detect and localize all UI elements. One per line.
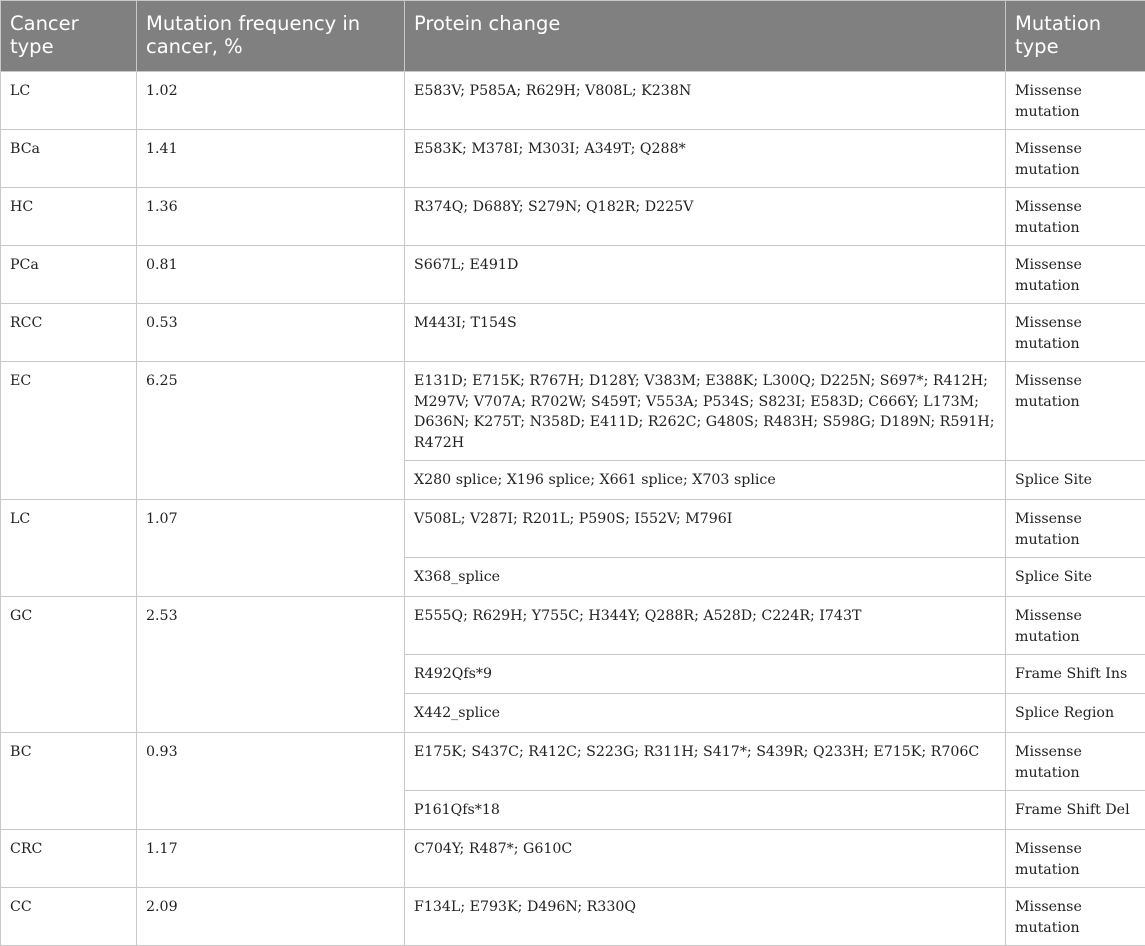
mutation-frequency-cell: 1.36	[137, 188, 405, 246]
protein-change-cell: E583V; P585A; R629H; V808L; K238N	[405, 72, 1006, 130]
mutation-type-cell: Frame Shift Del	[1006, 791, 1145, 830]
mutation-frequency-cell: 6.25	[137, 362, 405, 500]
cancer-type-cell: BCa	[1, 130, 137, 188]
mutation-frequency-cell: 0.53	[137, 304, 405, 362]
protein-change-cell: F134L; E793K; D496N; R330Q	[405, 888, 1006, 946]
mutation-type-cell: Missense mutation	[1006, 188, 1145, 246]
protein-change-cell: X368_splice	[405, 558, 1006, 597]
protein-change-cell: E583K; M378I; M303I; A349T; Q288*	[405, 130, 1006, 188]
mutation-type-cell: Missense mutation	[1006, 733, 1145, 791]
mutation-frequency-cell: 2.53	[137, 597, 405, 733]
table-row	[1, 246, 1145, 304]
table-row	[1, 362, 1145, 461]
protein-change-cell: X280 splice; X196 splice; X661 splice; X703 splice	[405, 461, 1006, 500]
mutation-frequency-cell: 0.81	[137, 246, 405, 304]
cancer-type-cell: HC	[1, 188, 137, 246]
protein-change-cell: E131D; E715K; R767H; D128Y; V383M; E388K; L300Q; D225N; S697*; R412H; M297V; V707A; R702W; S459T; V553A; P534S; S823I; E583D; C666Y; L173M; D636N; K275T; N358D; E411D; R262C; G480S; R483H; S598G; D189N; R591H; R472H	[405, 362, 1006, 461]
mutation-type-cell: Missense mutation	[1006, 362, 1145, 461]
mutation-type-cell: Splice Site	[1006, 558, 1145, 597]
table-row	[1, 500, 1145, 558]
table-row	[1, 733, 1145, 791]
table-row	[1, 888, 1145, 946]
mutation-frequency-cell: 1.07	[137, 500, 405, 597]
mutation-frequency-cell: 2.09	[137, 888, 405, 946]
protein-change-cell: R492Qfs*9	[405, 655, 1006, 694]
cancer-type-cell: CC	[1, 888, 137, 946]
mutation-type-cell: Missense mutation	[1006, 72, 1145, 130]
mutation-frequency-cell: 0.93	[137, 733, 405, 830]
table-row	[1, 830, 1145, 888]
protein-change-cell: E175K; S437C; R412C; S223G; R311H; S417*; S439R; Q233H; E715K; R706C	[405, 733, 1006, 791]
cancer-type-cell: LC	[1, 500, 137, 597]
mutation-type-cell: Missense mutation	[1006, 304, 1145, 362]
cancer-type-cell: LC	[1, 72, 137, 130]
protein-change-cell: S667L; E491D	[405, 246, 1006, 304]
mutation-type-cell: Missense mutation	[1006, 830, 1145, 888]
cancer-type-cell: GC	[1, 597, 137, 733]
protein-change-cell: X442_splice	[405, 694, 1006, 733]
mutation-type-cell: Splice Site	[1006, 461, 1145, 500]
table-row	[1, 304, 1145, 362]
header-mutation-frequency: Mutation frequency in cancer, %	[137, 1, 405, 72]
table-row	[1, 72, 1145, 130]
protein-change-cell: M443I; T154S	[405, 304, 1006, 362]
mutation-frequency-cell: 1.17	[137, 830, 405, 888]
header-mutation-type: Mutation type	[1006, 1, 1145, 72]
mutation-frequency-cell: 1.02	[137, 72, 405, 130]
cancer-type-cell: EC	[1, 362, 137, 500]
protein-change-cell: C704Y; R487*; G610C	[405, 830, 1006, 888]
mutation-type-cell: Missense mutation	[1006, 246, 1145, 304]
table-row	[1, 188, 1145, 246]
mutation-type-cell: Missense mutation	[1006, 130, 1145, 188]
header-cancer-type: Cancer type	[1, 1, 137, 72]
header-row	[1, 1, 1145, 72]
cancer-type-cell: PCa	[1, 246, 137, 304]
mutation-type-cell: Missense mutation	[1006, 597, 1145, 655]
mutation-type-cell: Missense mutation	[1006, 888, 1145, 946]
mutation-type-cell: Missense mutation	[1006, 500, 1145, 558]
table-row	[1, 597, 1145, 655]
mutation-frequency-cell: 1.41	[137, 130, 405, 188]
table-header	[1, 1, 1145, 72]
mutation-type-cell: Frame Shift Ins	[1006, 655, 1145, 694]
protein-change-cell: R374Q; D688Y; S279N; Q182R; D225V	[405, 188, 1006, 246]
cancer-type-cell: BC	[1, 733, 137, 830]
cancer-type-cell: RCC	[1, 304, 137, 362]
table-row	[1, 130, 1145, 188]
protein-change-cell: E555Q; R629H; Y755C; H344Y; Q288R; A528D; C224R; I743T	[405, 597, 1006, 655]
header-protein-change: Protein change	[405, 1, 1006, 72]
protein-change-cell: P161Qfs*18	[405, 791, 1006, 830]
mutation-type-cell: Splice Region	[1006, 694, 1145, 733]
table-body	[1, 72, 1145, 946]
protein-change-cell: V508L; V287I; R201L; P590S; I552V; M796I	[405, 500, 1006, 558]
cancer-type-cell: CRC	[1, 830, 137, 888]
